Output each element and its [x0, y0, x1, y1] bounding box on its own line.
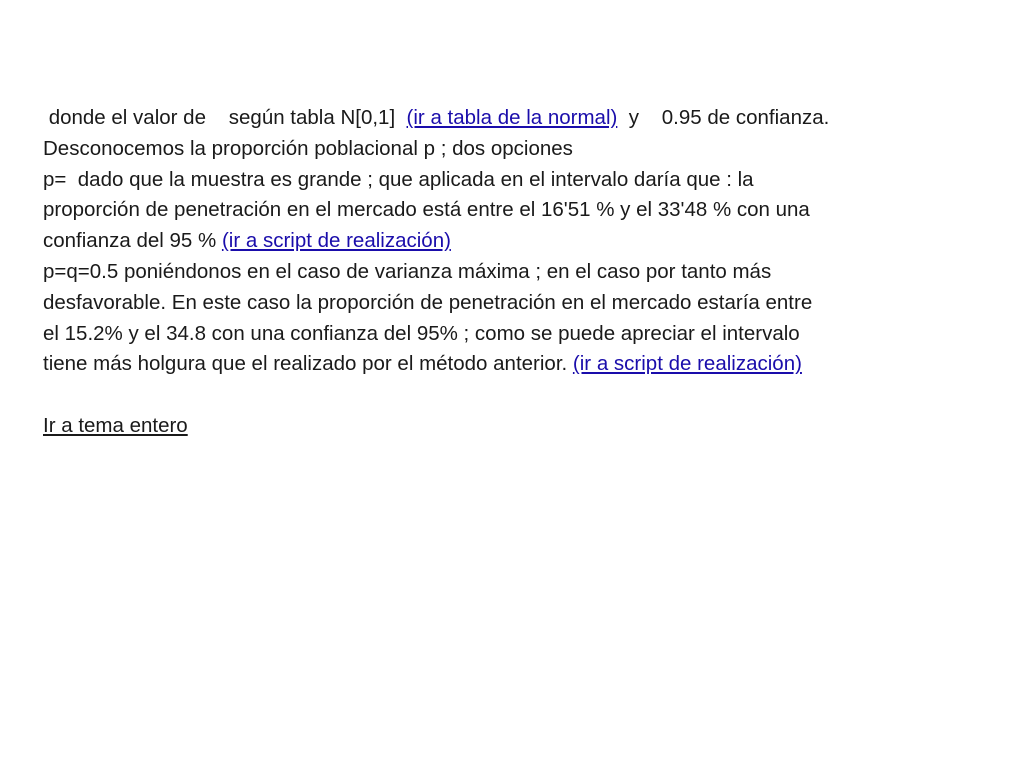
blank-line	[43, 380, 1003, 411]
script-link-2[interactable]: (ir a script de realización)	[572, 352, 802, 376]
text-line-3: p= dado que la muestra es grande ; que aplicada en el intervalo daría que : la	[43, 167, 754, 191]
line1-text-after-link: y 0.95 de confianza.	[617, 106, 830, 129]
text-line-4: proporción de penetración en el mercado está entre el 16'51 % y el 33'48 % con una	[43, 198, 810, 222]
text-line-5	[43, 226, 1003, 257]
normal-table-link[interactable]: (ir a tabla de la normal)	[406, 106, 618, 129]
full-topic-link[interactable]: Ir a tema entero	[43, 413, 188, 437]
text-line-11	[43, 411, 1003, 442]
line5-text-before-link: confianza del 95 %	[43, 229, 222, 253]
script-link-1[interactable]: (ir a script de realización)	[221, 229, 451, 253]
text-line-9	[43, 349, 1003, 380]
line9-text-before-link: tiene más holgura que el realizado por el método anterior.	[43, 352, 573, 376]
line1-text-before-link: donde el valor de según tabla N[0,1]	[43, 106, 407, 129]
text-line-1	[43, 103, 1003, 134]
body-text	[43, 103, 1003, 442]
text-line-8: el 15.2% y el 34.8 con una confianza del 95% ; como se puede apreciar el intervalo	[43, 321, 800, 345]
text-line-2: Desconocemos la proporción poblacional p ; dos opciones	[43, 136, 573, 160]
text-line-7: desfavorable. En este caso la proporción de penetración en el mercado estaría entre	[43, 290, 813, 314]
text-line-6: p=q=0.5 poniéndonos en el caso de varianza máxima ; en el caso por tanto más	[43, 259, 772, 283]
